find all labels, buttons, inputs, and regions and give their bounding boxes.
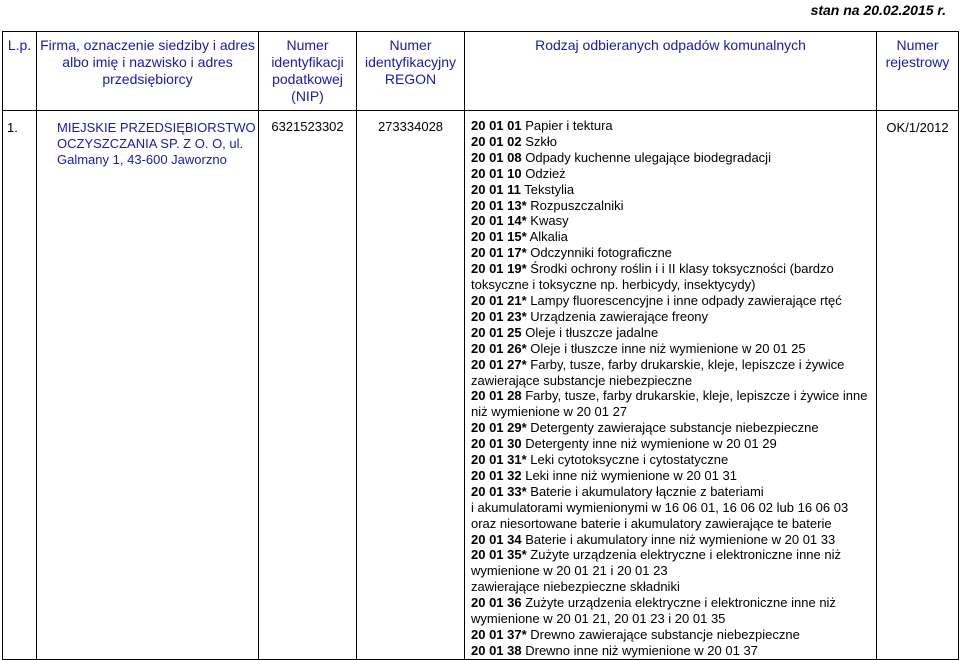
waste-line [471, 150, 872, 166]
waste-line [471, 134, 872, 150]
table-row [3, 111, 959, 660]
waste-description: wymienione w 20 01 21, 20 01 23 i 20 01 35 [471, 611, 726, 627]
row-nip: 6321523302 [259, 111, 357, 660]
waste-description: Drewno inne niż wymienione w 20 01 37 [521, 642, 758, 658]
registry-table [2, 31, 959, 660]
waste-description: toksyczne i toksyczne np. herbicydy, insektycydy) [471, 277, 756, 293]
waste-description: Oleje i tłuszcze jadalne [521, 324, 659, 340]
waste-description: Baterie i akumulatory łącznie z bateriami [526, 483, 764, 499]
row-firm: MIEJSKIE PRZEDSIĘBIORSTWO OCZYSZCZANIA SP. Z O. O, ul. Galmany 1, 43-600 Jaworzno [37, 111, 259, 660]
waste-description: Odpady kuchenne ulegające biodegradacji [521, 149, 771, 165]
waste-description: Środki ochrony roślin i i II klasy toksyczności (bardzo [526, 261, 834, 277]
col-header-registry: Numer rejestrowy [877, 32, 959, 111]
waste-description: Drewno zawierające substancje niebezpieczne [526, 627, 800, 642]
waste-description: wymienione w 20 01 21 i 20 01 23 [471, 563, 668, 579]
waste-line [471, 611, 872, 627]
waste-description: Oleje i tłuszcze inne niż wymienione w 20 01 25 [526, 340, 806, 356]
waste-line [471, 261, 872, 277]
waste-line [471, 229, 872, 245]
waste-line [471, 532, 872, 548]
waste-description: Tekstylia [520, 181, 575, 197]
waste-code: 20 01 28 [471, 388, 522, 404]
waste-code: 20 01 19* [471, 261, 527, 277]
waste-code: 20 01 15* [471, 229, 527, 245]
waste-line [471, 468, 872, 484]
waste-line [471, 277, 872, 293]
waste-line [471, 404, 872, 420]
waste-description: Baterie i akumulatory inne niż wymienione w 20 01 33 [521, 531, 836, 547]
waste-line [471, 388, 872, 404]
waste-code: 20 01 38 [471, 642, 522, 658]
waste-line [471, 213, 872, 229]
waste-line [471, 420, 872, 436]
waste-line [471, 436, 872, 452]
waste-line [471, 309, 872, 325]
table-header-row [3, 32, 959, 111]
col-header-regon: Numer identyfikacyjny REGON [357, 32, 465, 111]
col-header-lp: L.p. [3, 32, 37, 111]
waste-description: Zużyte urządzenia elektryczne i elektroniczne inne niż [521, 595, 836, 611]
waste-line [471, 547, 872, 563]
waste-description: oraz niesortowane baterie i akumulatory zawierające te baterie [471, 515, 832, 531]
waste-description: zawierające substancje niebezpieczne [471, 372, 693, 388]
waste-description: Rozpuszczalniki [526, 197, 624, 213]
waste-description: Szkło [521, 133, 558, 149]
waste-code: 20 01 29* [471, 420, 527, 436]
waste-code: 20 01 01 [471, 118, 522, 133]
waste-line [471, 182, 872, 198]
status-date: stan na 20.02.2015 r. [810, 2, 946, 18]
waste-line [471, 563, 872, 579]
col-header-waste: Rodzaj odbieranych odpadów komunalnych [465, 32, 877, 111]
waste-description: Odczynniki fotograficzne [526, 245, 672, 261]
waste-code: 20 01 34 [471, 531, 522, 547]
waste-line [471, 357, 872, 373]
waste-code: 20 01 33* [471, 483, 527, 499]
waste-line [471, 293, 872, 309]
waste-description: Papier i tektura [521, 118, 613, 133]
waste-description: Farby, tusze, farby drukarskie, kleje, lepiszcze i żywice [526, 356, 845, 372]
waste-line [471, 373, 872, 389]
row-registry: OK/1/2012 [877, 111, 959, 660]
waste-line [471, 341, 872, 357]
waste-description: Urządzenia zawierające freony [526, 308, 709, 324]
waste-code: 20 01 23* [471, 308, 527, 324]
waste-line [471, 166, 872, 182]
row-regon: 273334028 [357, 111, 465, 660]
waste-code: 20 01 30 [471, 436, 522, 452]
waste-line [471, 484, 872, 500]
waste-description: Farby, tusze, farby drukarskie, kleje, lepiszcze i żywice inne [521, 388, 868, 404]
waste-description: Leki inne niż wymienione w 20 01 31 [521, 467, 737, 483]
waste-line [471, 325, 872, 341]
waste-code: 20 01 10 [471, 165, 522, 181]
waste-line [471, 579, 872, 595]
col-header-firm: Firma, oznaczenie siedziby i adres albo imię i nazwisko i adres przedsiębiorcy [37, 32, 259, 111]
waste-line [471, 118, 872, 134]
waste-description: Detergenty zawierające substancje niebezpieczne [526, 420, 819, 436]
waste-code: 20 01 32 [471, 467, 522, 483]
row-lp: 1. [3, 111, 37, 660]
waste-description: Lampy fluorescencyjne i inne odpady zawierające rtęć [526, 292, 842, 308]
waste-code: 20 01 11 [471, 181, 521, 197]
waste-list [471, 118, 872, 659]
waste-description: Detergenty inne niż wymienione w 20 01 29 [521, 436, 777, 452]
waste-code: 20 01 02 [471, 133, 522, 149]
waste-code: 20 01 21* [471, 292, 527, 308]
waste-code: 20 01 26* [471, 340, 527, 356]
waste-code: 20 01 35* [471, 547, 527, 563]
waste-description: Odzież [521, 165, 566, 181]
waste-description: Kwasy [526, 213, 569, 229]
waste-description: Leki cytotoksyczne i cytostatyczne [526, 452, 729, 468]
waste-code: 20 01 27* [471, 356, 527, 372]
waste-description: Zużyte urządzenia elektryczne i elektroniczne inne niż [526, 547, 841, 563]
waste-description: zawierające niebezpieczne składniki [471, 579, 680, 595]
waste-line [471, 627, 872, 643]
waste-line [471, 452, 872, 468]
waste-code: 20 01 36 [471, 595, 522, 611]
waste-line [471, 595, 872, 611]
waste-description: niż wymienione w 20 01 27 [471, 404, 628, 420]
waste-description: Alkalia [526, 229, 568, 245]
waste-line [471, 500, 872, 516]
waste-code: 20 01 08 [471, 149, 522, 165]
waste-code: 20 01 14* [471, 213, 527, 229]
waste-line [471, 643, 872, 659]
waste-code: 20 01 17* [471, 245, 527, 261]
waste-code: 20 01 31* [471, 452, 527, 468]
waste-description: i akumulatorami wymienionymi w 16 06 01, 16 06 02 lub 16 06 03 [471, 499, 849, 515]
row-waste-list [465, 111, 877, 660]
waste-code: 20 01 25 [471, 324, 522, 340]
waste-line [471, 245, 872, 261]
waste-line [471, 198, 872, 214]
waste-code: 20 01 13* [471, 197, 527, 213]
col-header-nip: Numer identyfikacji podatkowej (NIP) [259, 32, 357, 111]
waste-code: 20 01 37* [471, 627, 527, 642]
waste-line [471, 516, 872, 532]
